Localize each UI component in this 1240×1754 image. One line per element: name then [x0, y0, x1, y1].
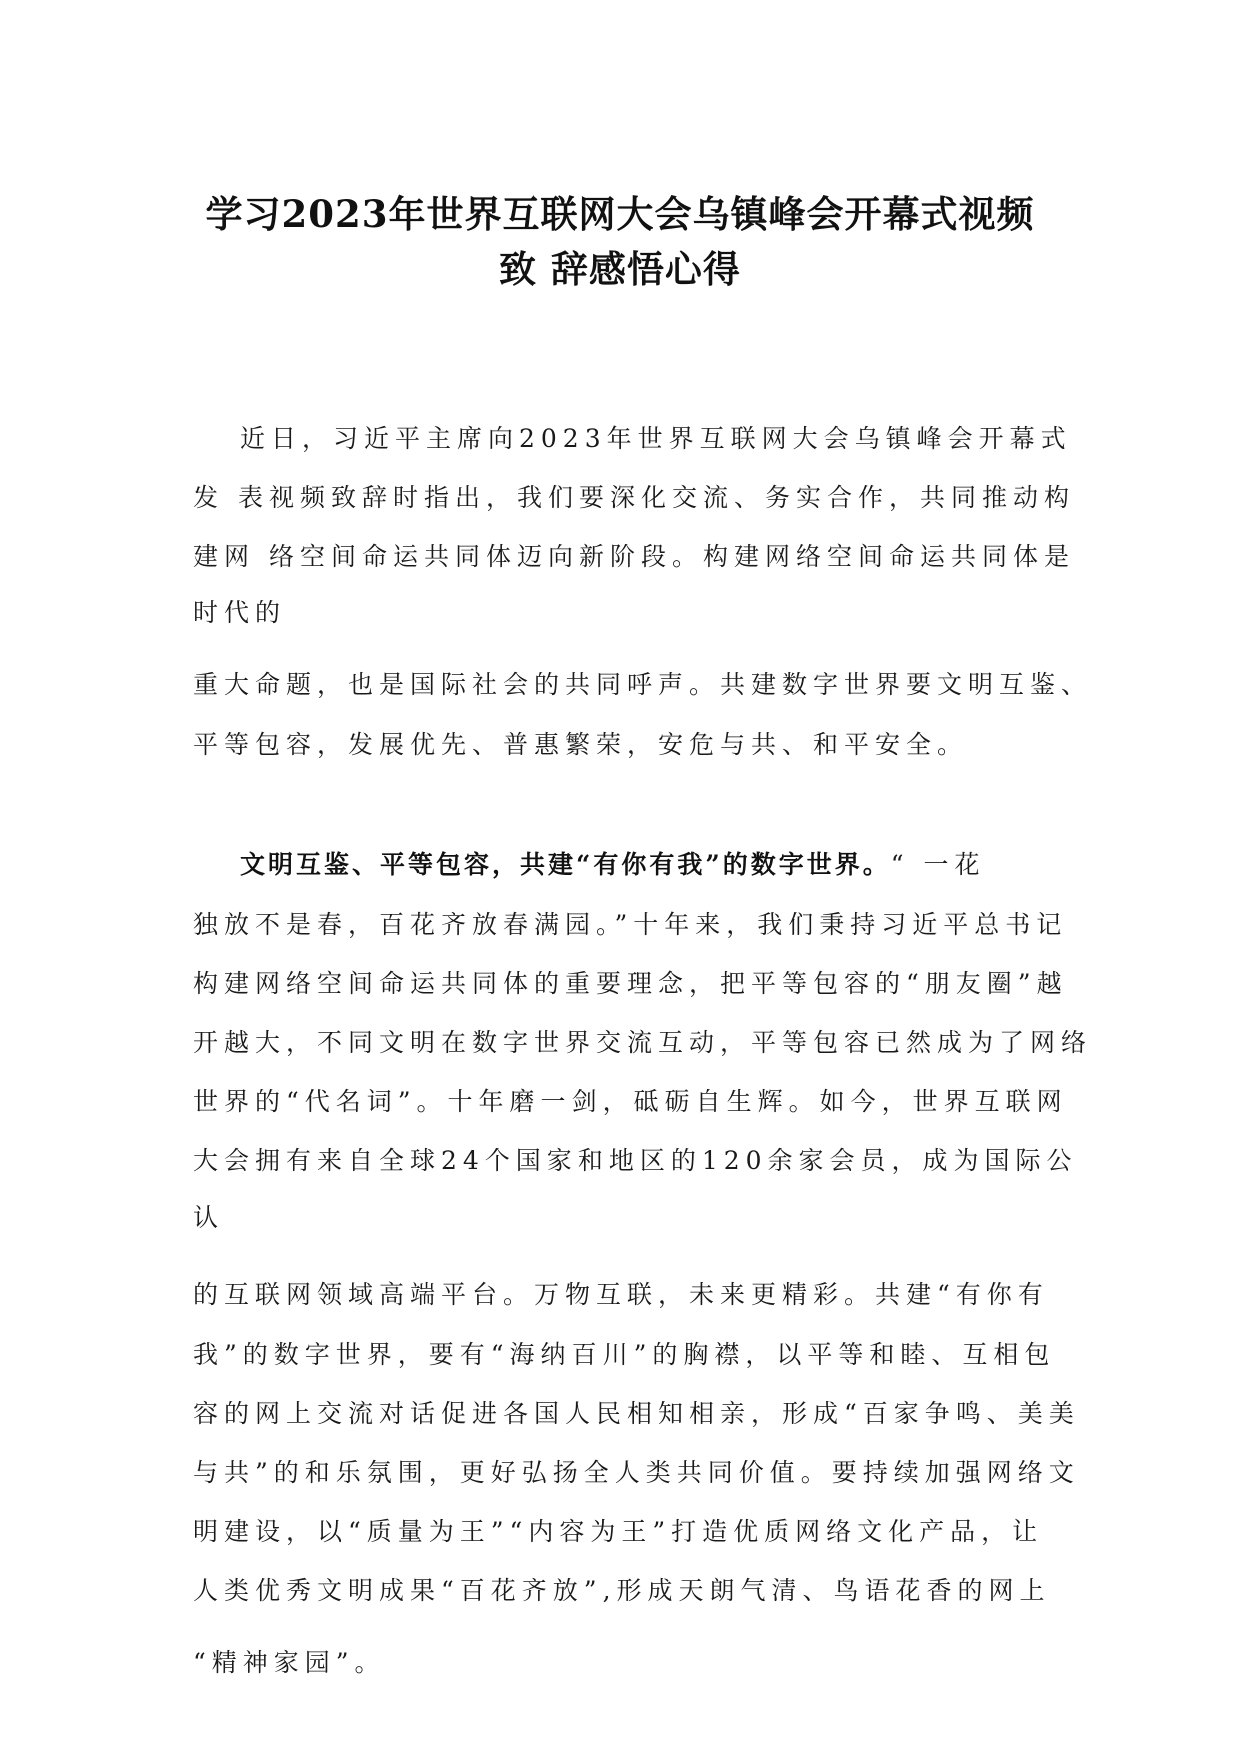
document-title-line-1: 学习2023年世界互联网大会乌镇峰会开幕式视频: [205, 192, 1035, 236]
paragraph-1-line-2: 发 表视频致辞时指出，我们要深化交流、务实合作，共同推动构: [193, 483, 1075, 512]
paragraph-2-line-8: 我”的数字世界，要有“海纳百川”的胸襟，以平等和睦、互相包: [193, 1340, 1056, 1369]
paragraph-2-line-2: 构建网络空间命运共同体的重要理念，把平等包容的“朋友圈”越: [193, 969, 1068, 998]
document-title-line-2: 致 辞感悟心得: [499, 247, 741, 291]
paragraph-2-line-4: 世界的“代名词”。十年磨一剑，砥砺自生辉。如今，世界互联网: [193, 1087, 1068, 1116]
paragraph-2-line-11: 明建设，以“质量为王”“内容为王”打造优质网络文化产品，让: [193, 1517, 1044, 1546]
paragraph-1-line-4: 时代的: [193, 598, 287, 627]
paragraph-1-line-1: 近日，习近平主席向2023年世界互联网大会乌镇峰会开幕式: [240, 424, 1072, 453]
paragraph-2-line-12: 人类优秀文明成果“百花齐放”,形成天朗气清、鸟语花香的网上: [193, 1576, 1051, 1605]
paragraph-2-line-1: 独放不是春，百花齐放春满园。”十年来，我们秉持习近平总书记: [193, 910, 1068, 939]
paragraph-2-line-7: 的互联网领域高端平台。万物互联，未来更精彩。共建“有你有: [193, 1280, 1049, 1309]
paragraph-1-line-6: 平等包容，发展优先、普惠繁荣，安危与共、和平安全。: [193, 730, 969, 759]
paragraph-2-heading-tail: “ 一花: [890, 850, 986, 879]
paragraph-2-line-9: 容的网上交流对话促进各国人民相知相亲，形成“百家争鸣、美美: [193, 1399, 1080, 1428]
paragraph-2-line-13: “精神家园”。: [193, 1648, 386, 1677]
paragraph-1-line-5: 重大命题，也是国际社会的共同呼声。共建数字世界要文明互鉴、: [193, 670, 1093, 699]
paragraph-2-line-6: 认: [193, 1203, 225, 1232]
paragraph-2-line-3: 开越大，不同文明在数字世界交流互动，平等包容已然成为了网络: [193, 1028, 1093, 1057]
paragraph-1-line-3: 建网 络空间命运共同体迈向新阶段。构建网络空间命运共同体是: [193, 542, 1075, 571]
paragraph-2-line-10: 与共”的和乐氛围，更好弘扬全人类共同价值。要持续加强网络文: [193, 1458, 1080, 1487]
paragraph-2-first-line: [240, 852, 986, 877]
paragraph-2-line-5: 大会拥有来自全球24个国家和地区的120余家会员，成为国际公: [193, 1146, 1078, 1175]
paragraph-2-heading: 文明互鉴、平等包容，共建“有你有我”的数字世界。: [240, 850, 891, 879]
